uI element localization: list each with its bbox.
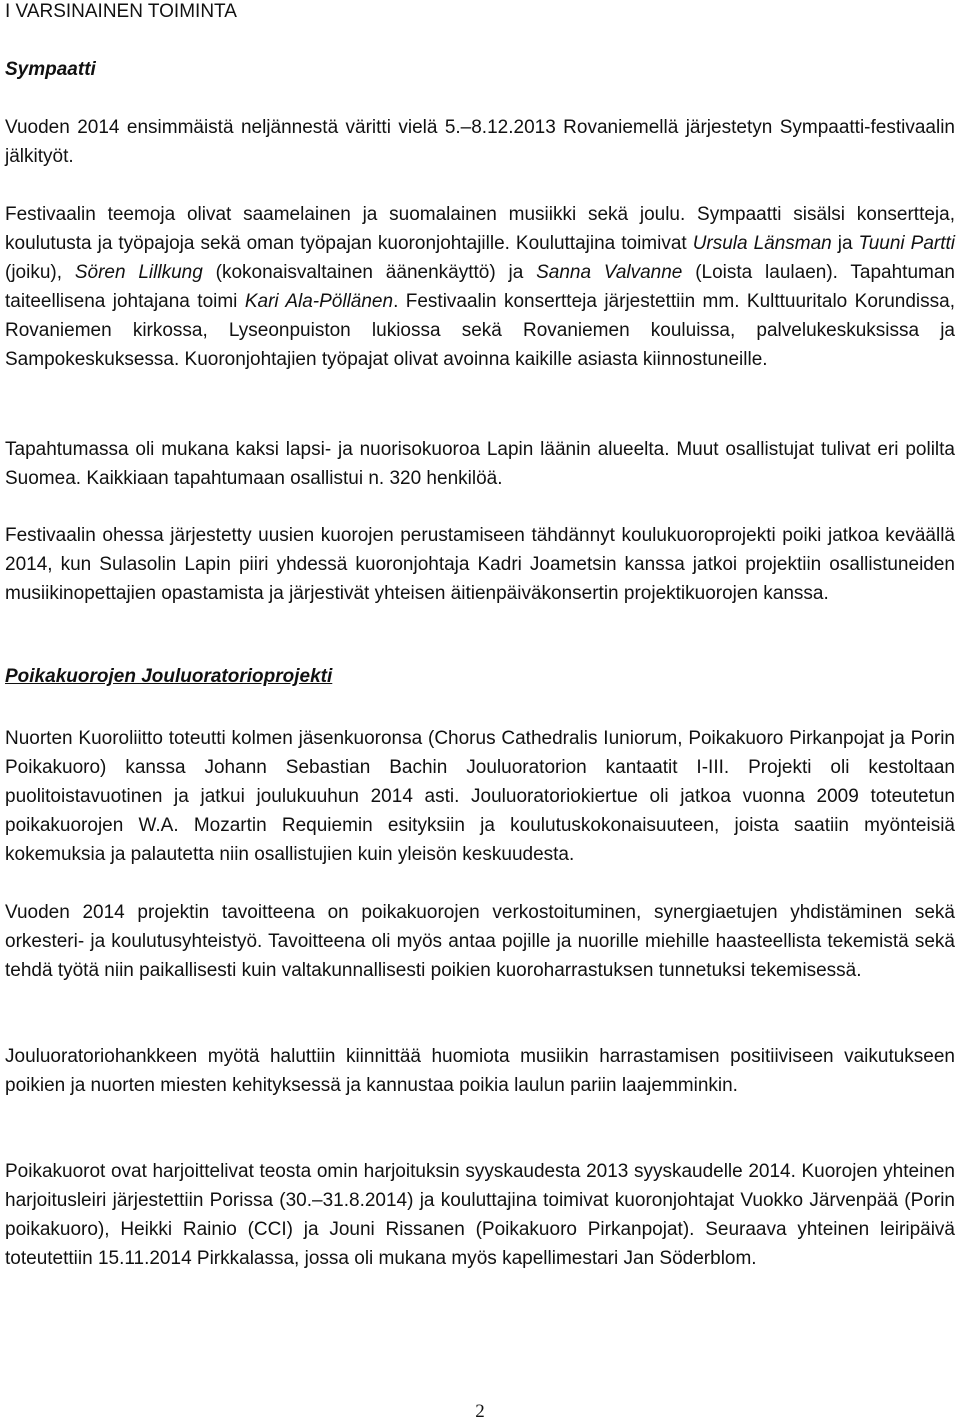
text-run: (joiku), <box>5 262 75 283</box>
person-name: Tuuni Partti <box>858 233 955 254</box>
text-run: Festivaalin teemoja olivat saamelainen ja suomalainen musiikki sekä joulu. Sympaatti sisälsi konsertteja, koulutusta ja työpajoja sekä oman työpajan kuoronjohtajille. Kouluttajina toimivat <box>5 204 955 254</box>
poikakuorot-heading: Poikakuorojen Jouluoratorioprojekti <box>5 666 333 687</box>
sympaatti-paragraph-4: Festivaalin ohessa järjestetty uusien kuorojen perustamiseen tähdännyt koulukuoroprojekti poiki jatkoa keväällä 2014, kun Sulasolin Lapin piiri yhdessä kuoronjohtaja Kadri Joametsin kanssa jatkoi projektiin osallistuneiden musiikinopettajien opastamista ja järjestivät yhteisen äitienpäiväkonsertin projektikuorojen kanssa. <box>5 525 955 604</box>
text-run: . Festivaalin konsertteja järjestettiin mm. Kulttuuritalo Korundissa, Rovaniemen kirkossa, Lyseonpuiston lukiossa sekä Rovaniemen kouluissa, palvelukeskuksissa ja Sampokeskuksessa. Kuoronjohtajien työpajat olivat avoinna kaikille asiasta kiinnostuneille. <box>5 291 955 370</box>
person-name: Kari Ala-Pöllänen <box>244 291 394 312</box>
sympaatti-paragraph-1: Vuoden 2014 ensimmäistä neljännestä väritti vielä 5.–8.12.2013 Rovaniemellä järjestetyn Sympaatti-festivaalin jälkityöt. <box>5 117 955 167</box>
poikakuorot-paragraph-2: Vuoden 2014 projektin tavoitteena on poikakuorojen verkostoituminen, synergiaetujen yhdistäminen sekä orkesteri- ja koulutusyhteistyö. Tavoitteena oli myös antaa pojille ja nuorille miehille haasteellista tekemistä sekä tehdä työtä niin paikallisesti kuin valtakunnallisesti poikien kuoroharrastuksen tunnetuksi tekemisessä. <box>5 902 955 981</box>
poikakuorot-paragraph-1: Nuorten Kuoroliitto toteutti kolmen jäsenkuoronsa (Chorus Cathedralis Iuniorum, Poikakuoro Pirkanpojat ja Porin Poikakuoro) kanssa Johann Sebastian Bachin Jouluoratorion kantaatit I-III. Projekti oli kestoltaan puolitoistavuotinen ja jatkui joulukuuhun 2014 asti. Jouluoratoriokiertue oli jatkoa vuonna 2009 toteutetun poikakuorojen W.A. Mozartin Requiemin esityksiin ja koulutuskokonaisuuteen, joista saatiin myönteisiä kokemuksia ja palautetta niin osallistujien kuin yleisön keskuudesta. <box>5 728 955 865</box>
person-name: Ursula Länsman <box>692 233 832 254</box>
poikakuorot-paragraph-4: Poikakuorot ovat harjoittelivat teosta omin harjoituksin syyskaudesta 2013 syyskaudelle 2014. Kuorojen yhteinen harjoitusleiri järjestettiin Porissa (30.–31.8.2014) ja kouluttajina toimivat kuoronjohtajat Vuokko Järvenpää (Porin poikakuoro), Heikki Rainio (CCI) ja Jouni Rissanen (Poikakuoro Pirkanpojat). Seuraava yhteinen leiripäivä toteutettiin 15.11.2014 Pirkkalassa, jossa oli mukana myös kapellimestari Jan Söderblom. <box>5 1161 955 1269</box>
person-name: Sanna Valvanne <box>536 262 683 283</box>
sympaatti-heading: Sympaatti <box>5 59 96 80</box>
sympaatti-paragraph-3: Tapahtumassa oli mukana kaksi lapsi- ja nuorisokuoroa Lapin läänin alueelta. Muut osallistujat tulivat eri polilta Suomea. Kaikkiaan tapahtumaan osallistui n. 320 henkilöä. <box>5 439 955 489</box>
sympaatti-paragraph-2 <box>5 200 955 374</box>
poikakuorot-paragraph-3: Jouluoratoriohankkeen myötä haluttiin kiinnittää huomiota musiikin harrastamisen positiiviseen vaikutukseen poikien ja nuorten miesten kehityksessä ja kannustaa poikia laulun pariin laajemminkin. <box>5 1046 955 1096</box>
person-name: Sören Lillkung <box>74 262 203 283</box>
page-number: 2 <box>475 1401 485 1422</box>
text-run: ja <box>831 233 859 254</box>
text-run: (kokonaisvaltainen äänenkäyttö) ja <box>202 262 537 283</box>
text-run: (Loista laulaen). Tapahtuman taiteellisena johtajana toimi <box>5 262 955 312</box>
section-heading: I VARSINAINEN TOIMINTA <box>5 1 237 22</box>
